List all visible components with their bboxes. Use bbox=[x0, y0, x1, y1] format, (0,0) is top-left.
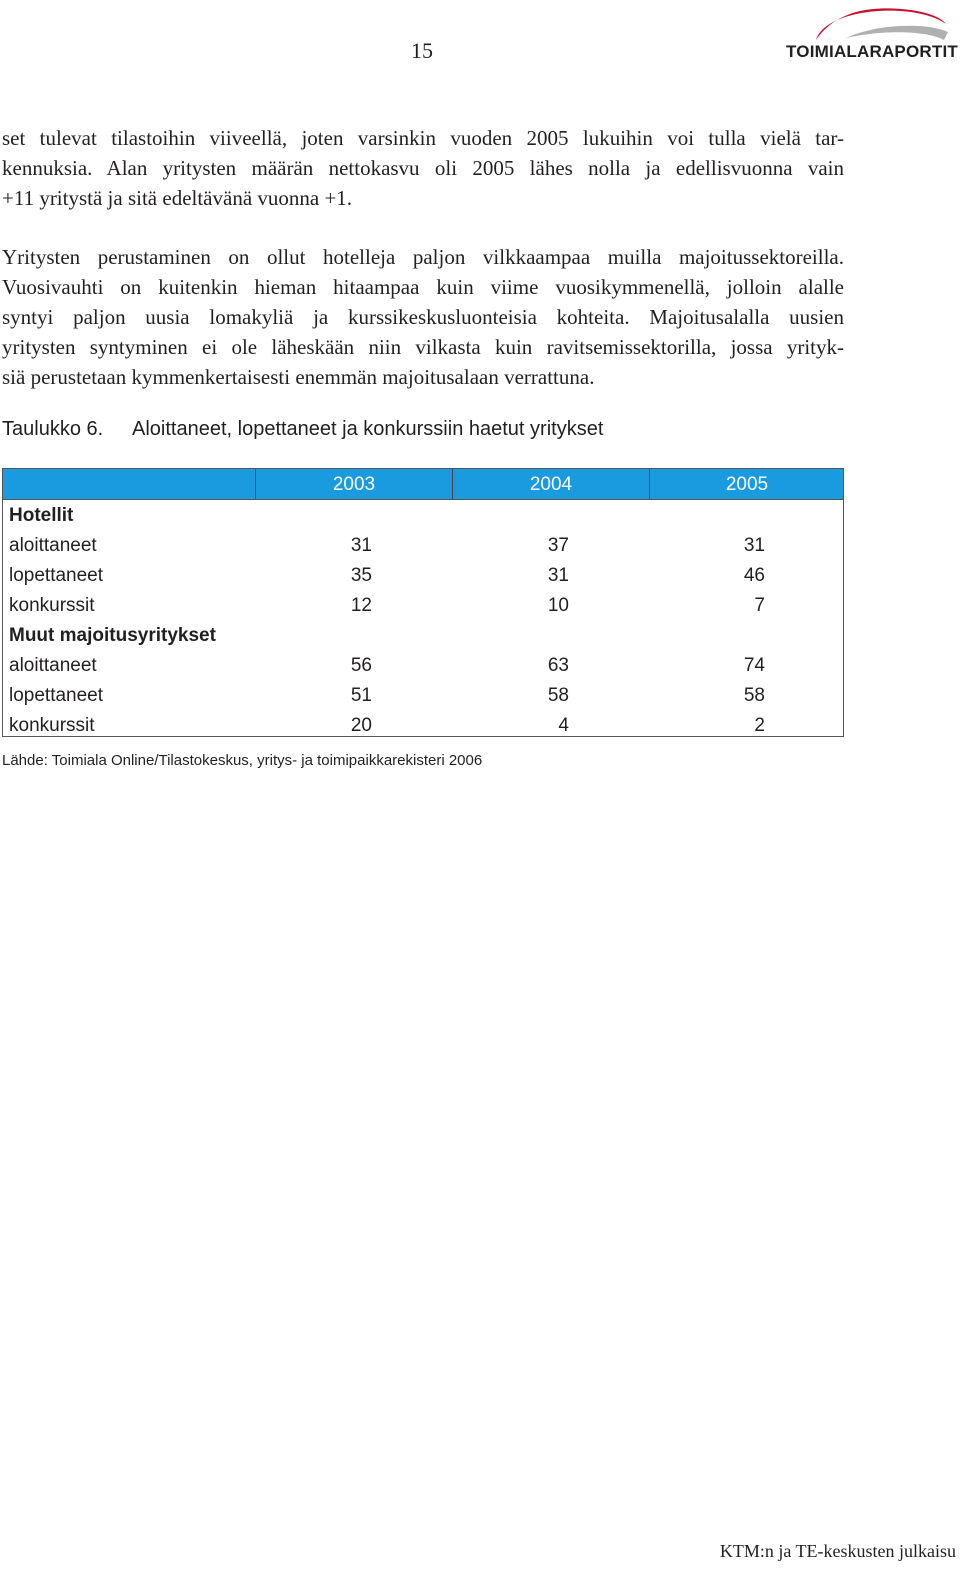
paragraph-line: yritysten syntyminen ei ole läheskään niin vilkasta kuin ravitsemissektorilla, jossa yrityk- bbox=[2, 335, 844, 359]
cell-2004: 4 bbox=[558, 715, 569, 736]
cell-2005: 31 bbox=[743, 535, 765, 556]
row-label: konkurssit bbox=[9, 595, 95, 616]
footer-text: KTM:n ja TE-keskusten julkaisu bbox=[719, 1541, 956, 1561]
row-label: konkurssit bbox=[9, 715, 95, 736]
cell-2004: 63 bbox=[547, 655, 569, 676]
table-row bbox=[3, 651, 843, 681]
page-number: 15 bbox=[411, 38, 433, 63]
cell-2005: 2 bbox=[754, 715, 765, 736]
cell-2005: 7 bbox=[754, 595, 765, 616]
table-group-row bbox=[3, 621, 843, 651]
cell-2005: 46 bbox=[743, 565, 765, 586]
logo-text: TOIMIALARAPORTIT bbox=[786, 42, 958, 61]
cell-2005: 58 bbox=[743, 685, 765, 706]
cell-2003: 35 bbox=[350, 565, 372, 586]
table-caption-label: Taulukko 6. bbox=[2, 418, 104, 440]
toimialaraportit-logo bbox=[786, 2, 958, 64]
cell-2004: 10 bbox=[547, 595, 569, 616]
paragraph-line: Yritysten perustaminen on ollut hotelleja paljon vilkkaampaa muilla majoitussektoreilla. bbox=[2, 245, 844, 269]
cell-2003: 12 bbox=[350, 595, 372, 616]
table-group-row bbox=[3, 501, 843, 531]
paragraph-line: Vuosivauhti on kuitenkin hieman hitaampaa kuin viime vuosikymmenellä, jolloin alalle bbox=[2, 275, 844, 299]
row-label: aloittaneet bbox=[9, 655, 97, 676]
table-row bbox=[3, 531, 843, 561]
cell-2003: 20 bbox=[350, 715, 372, 736]
column-header-2003: 2003 bbox=[255, 469, 452, 499]
row-label: Hotellit bbox=[9, 505, 74, 526]
table-row bbox=[3, 711, 843, 741]
row-label: Muut majoitusyritykset bbox=[9, 625, 216, 646]
row-label: lopettaneet bbox=[9, 685, 104, 706]
paragraph-line: siä perustetaan kymmenkertaisesti enemmän majoitusalaan verrattuna. bbox=[2, 365, 595, 389]
table-caption-title: Aloittaneet, lopettaneet ja konkurssiin haetut yritykset bbox=[132, 418, 604, 440]
logo-arc-icon bbox=[786, 2, 958, 47]
row-label: aloittaneet bbox=[9, 535, 97, 556]
cell-2004: 58 bbox=[547, 685, 569, 706]
paragraph-line: +11 yritystä ja sitä edeltävänä vuonna +1. bbox=[2, 186, 353, 210]
table-header bbox=[3, 469, 843, 500]
row-label: lopettaneet bbox=[9, 565, 104, 586]
cell-2003: 56 bbox=[350, 655, 372, 676]
column-header-2004: 2004 bbox=[452, 469, 649, 499]
paragraph-line: syntyi paljon uusia lomakyliä ja kurssikeskusluonteisia kohteita. Majoitusalalla uusien bbox=[2, 305, 844, 329]
cell-2004: 31 bbox=[547, 565, 569, 586]
table-row bbox=[3, 681, 843, 711]
table-row bbox=[3, 591, 843, 621]
table-row bbox=[3, 561, 843, 591]
cell-2003: 31 bbox=[350, 535, 372, 556]
column-header-2005: 2005 bbox=[649, 469, 844, 499]
table-caption bbox=[2, 418, 603, 441]
paragraph-line: kennuksia. Alan yritysten määrän nettokasvu oli 2005 lähes nolla ja edellisvuonna vain bbox=[2, 156, 844, 180]
cell-2003: 51 bbox=[350, 685, 372, 706]
cell-2004: 37 bbox=[547, 535, 569, 556]
cell-2005: 74 bbox=[743, 655, 765, 676]
paragraph-line: set tulevat tilastoihin viiveellä, joten varsinkin vuoden 2005 lukuihin voi tulla vielä tar- bbox=[2, 126, 844, 150]
data-table bbox=[2, 468, 844, 737]
table-source: Lähde: Toimiala Online/Tilastokeskus, yritys- ja toimipaikkarekisteri 2006 bbox=[2, 752, 483, 769]
